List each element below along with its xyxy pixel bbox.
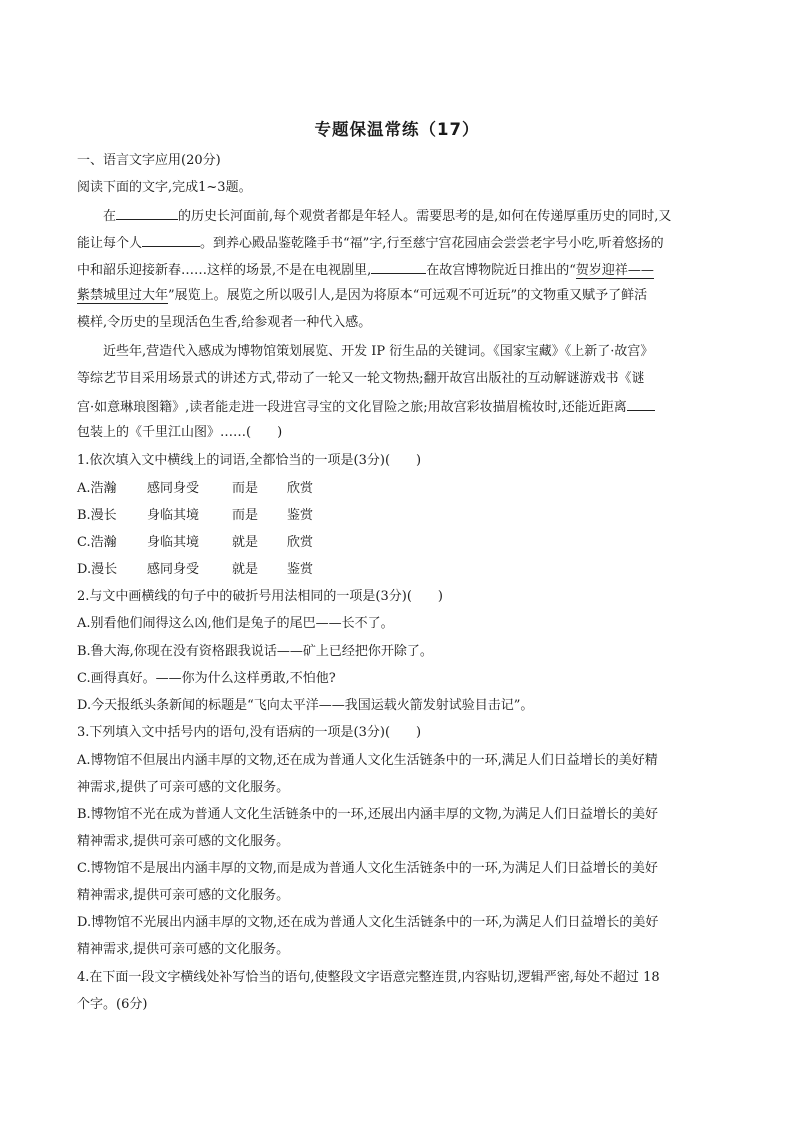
passage-line: 能让每个人 。到养心殿品鉴乾隆手书“福”字,行至慈宁宫花园庙会尝尝老字号小吃,听着悠扬的: [77, 233, 664, 253]
question-2-stem: 2.与文中画横线的句子中的破折号用法相同的一项是(3分)( ): [77, 589, 443, 604]
passage-line: 中和韶乐迎接新春……这样的场景,不是在电视剧里, 在故宫博物院近日推出的“贺岁迎祥——: [77, 260, 654, 280]
question-3-option-b-cont: 精神需求,提供可亲可感的文化服务。: [77, 834, 290, 849]
question-1-option-d: D.漫长 感同身受 就是 鉴赏: [77, 562, 314, 577]
question-2-option-d: D.今天报纸头条新闻的标题是“飞向太平洋——我国运载火箭发射试验目击记”。: [77, 698, 534, 713]
question-1-option-c: C.浩瀚 身临其境 就是 欣赏: [77, 535, 314, 550]
section-heading: 一、语言文字应用(20分): [77, 153, 221, 168]
underlined-sentence: 贺岁迎祥——: [575, 263, 654, 278]
reading-instruction: 阅读下面的文字,完成1~3题。: [77, 180, 252, 195]
underlined-sentence: 紫禁城里过大年: [77, 288, 169, 303]
passage-line: 等综艺节目采用场景式的讲述方式,带动了一轮又一轮文物热;翻开故宫出版社的互动解谜游戏书《谜: [77, 371, 645, 386]
question-4-stem-cont: 个字。(6分): [77, 997, 148, 1012]
question-2-option-c: C.画得真好。——你为什么这样勇敢,不怕他?: [77, 671, 336, 686]
passage-line: 模样,令历史的呈现活色生香,给参观者一种代入感。: [77, 315, 372, 330]
question-3-option-d-cont: 精神需求,提供可亲可感的文化服务。: [77, 942, 290, 957]
passage-line: 宫·如意琳琅图籍》,读者能走进一段进宫寻宝的文化冒险之旅;用故宫彩妆描眉梳妆时,还能近距离: [77, 397, 655, 417]
passage-line: 在 的历史长河面前,每个观赏者都是年轻人。需要思考的是,如何在传递厚重历史的同时,又: [103, 206, 671, 226]
question-3-option-d: D.博物馆不光展出内涵丰厚的文物,还在成为普通人文化生活链条中的一环,为满足人们日益增长的美好: [77, 915, 659, 930]
question-3-option-c-cont: 精神需求,提供可亲可感的文化服务。: [77, 888, 290, 903]
question-2-option-a: A.别看他们闹得这么凶,他们是兔子的尾巴——长不了。: [77, 616, 394, 631]
question-3-option-b: B.博物馆不光在成为普通人文化生活链条中的一环,还展出内涵丰厚的文物,为满足人们日益增长的美好: [77, 807, 658, 822]
question-1-option-a: A.浩瀚 感同身受 而是 欣赏: [77, 481, 314, 496]
question-2-option-b: B.鲁大海,你现在没有资格跟我说话——矿上已经把你开除了。: [77, 644, 433, 659]
question-3-option-a-cont: 神需求,提供了可亲可感的文化服务。: [77, 780, 290, 795]
fill-blank-3: [371, 260, 426, 274]
question-1-stem: 1.依次填入文中横线上的词语,全都恰当的一项是(3分)( ): [77, 453, 422, 468]
page-title: 专题保温常练（17）: [314, 120, 480, 139]
passage-line: 近些年,营造代入感成为博物馆策划展览、开发 IP 衍生品的关键词。《国家宝藏》《上新了·故宫》: [103, 344, 654, 359]
question-1-option-b: B.漫长 身临其境 而是 鉴赏: [77, 508, 314, 523]
question-4-stem: 4.在下面一段文字横线处补写恰当的语句,使整段文字语意完整连贯,内容贴切,逻辑严密,每处不超过 18: [77, 970, 660, 985]
question-3-option-c: C.博物馆不是展出内涵丰厚的文物,而是成为普通人文化生活链条中的一环,为满足人们日益增长的美好: [77, 861, 658, 876]
fill-blank-4: [627, 397, 655, 411]
passage-line: 紫禁城里过大年”展览上。展览之所以吸引人,是因为将原本“可远观不可近玩”的文物重又赋予了鲜活: [77, 288, 648, 303]
question-3-stem: 3.下列填入文中括号内的语句,没有语病的一项是(3分)( ): [77, 725, 422, 740]
passage-line: 包装上的《千里江山图》……( ): [77, 425, 283, 440]
fill-blank-1: [116, 206, 178, 220]
fill-blank-2: [142, 233, 200, 247]
question-3-option-a: A.博物馆不但展出内涵丰厚的文物,还在成为普通人文化生活链条中的一环,满足人们日益增长的美好精: [77, 753, 658, 768]
